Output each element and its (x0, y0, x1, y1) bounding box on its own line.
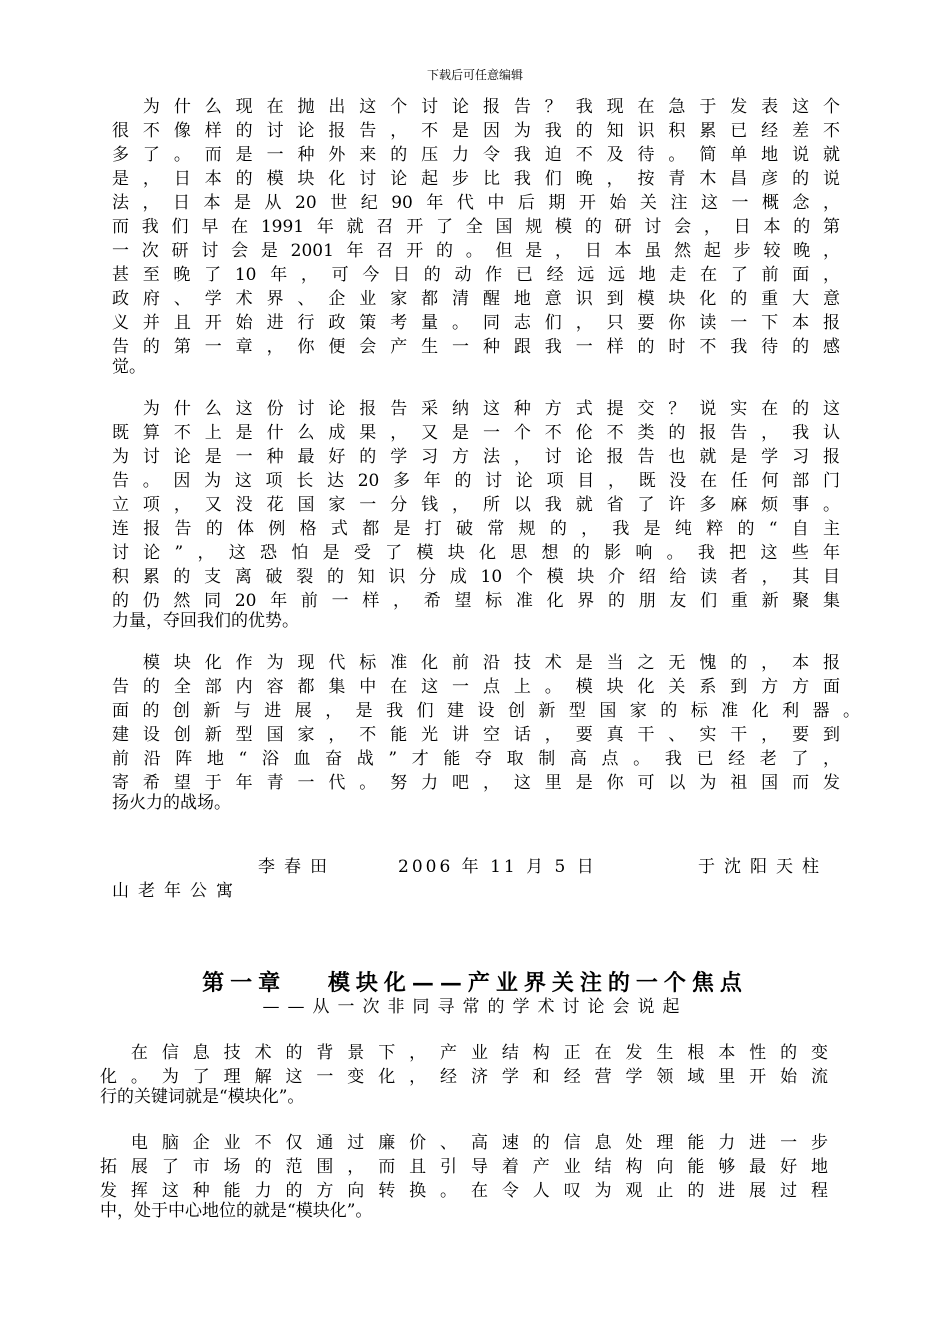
text-line: 为什么现在抛出这个讨论报告？我现在急于发表这个 (112, 97, 840, 117)
text-line: 既算不上是什么成果，又是一个不伦不类的报告，我认 (112, 423, 840, 443)
text-line: 告的全部内容都集中在这一点上。模块化关系到方方面 (112, 677, 840, 697)
text-line: 一次研讨会是2001年召开的。但是，日本虽然起步较晚， (112, 241, 840, 261)
signature-place-continued: 山老年公寓 (112, 881, 242, 901)
text-line: 力量，夺回我们的优势。 (112, 611, 299, 631)
text-line: 在信息技术的背景下，产业结构正在发生根本性的变 (100, 1043, 828, 1063)
text-line: 多了。而是一种外来的压力令我迫不及待。简单地说就 (112, 145, 840, 165)
text-line: 觉。 (112, 357, 146, 377)
text-line: 法，日本是从20世纪90年代中后期开始关注这一概念， (112, 193, 840, 213)
text-line: 很不像样的讨论报告，不是因为我的知识积累已经差不 (112, 121, 840, 141)
text-line: 而我们早在1991年就召开了全国规模的研讨会，日本的第 (112, 217, 840, 237)
text-line: 为什么这份讨论报告采纳这种方式提交？说实在的这 (112, 399, 840, 419)
text-line: 发挥这种能力的方向转换。在令人叹为观止的进展过程 (100, 1181, 828, 1201)
text-line: 政府、学术界、企业家都清醒地意识到模块化的重大意 (112, 289, 840, 309)
text-line: 拓展了市场的范围，而且引导着产业结构向能够最好地 (100, 1157, 828, 1177)
text-line: 寄希望于年青一代。努力吧，这里是你可以为祖国而发 (112, 773, 840, 793)
text-line: 的仍然同20年前一样，希望标准化界的朋友们重新聚集 (112, 591, 840, 611)
author-name: 李春田 (258, 857, 336, 877)
signature-place: 于沈阳天柱 (698, 857, 828, 877)
text-line: 讨论”，这恐怕是受了模块化思想的影响。我把这些年 (112, 543, 840, 563)
text-line: 甚至晚了10年，可今日的动作已经远远地走在了前面， (112, 265, 840, 285)
chapter-title: 第一章 模块化——产业界关注的一个焦点 (202, 970, 748, 996)
text-line: 建设创新型国家，不能光讲空话，要真干、实干，要到 (112, 725, 840, 745)
text-line: 为讨论是一种最好的学习方法，讨论报告也就是学习报 (112, 447, 840, 467)
text-line: 连报告的体例格式都是打破常规的，我是纯粹的“自主 (112, 519, 840, 539)
text-line: 行的关键词就是“模块化”。 (100, 1087, 305, 1107)
text-line: 是，日本的模块化讨论起步比我们晚，按青木昌彦的说 (112, 169, 840, 189)
text-line: 积累的支离破裂的知识分成10个模块介绍给读者，其目 (112, 567, 840, 587)
text-line: 电脑企业不仅通过廉价、高速的信息处理能力进一步 (100, 1133, 828, 1153)
text-line: 模块化作为现代标准化前沿技术是当之无愧的，本报 (112, 653, 840, 673)
text-line: 扬火力的战场。 (112, 793, 231, 813)
signature-date: 2006 年 11 月 5 日 (398, 857, 597, 877)
text-line: 前沿阵地“浴血奋战”才能夺取制高点。我已经老了， (112, 749, 840, 769)
text-line: 中，处于中心地位的就是“模块化”。 (100, 1201, 373, 1221)
text-line: 化。为了理解这一变化，经济学和经营学领域里开始流 (100, 1067, 828, 1087)
text-line: 面的创新与进展，是我们建设创新型国家的标准化利器。 (112, 701, 860, 721)
text-line: 告。因为这项长达20多年的讨论项目，既没在任何部门 (112, 471, 840, 491)
page-header: 下载后可任意编辑 (426, 68, 523, 82)
text-line: 告的第一章，你便会产生一种跟我一样的时不我待的感 (112, 337, 840, 357)
text-line: 义并且开始进行政策考量。同志们，只要你读一下本报 (112, 313, 840, 333)
chapter-subtitle: ——从一次非同寻常的学术讨论会说起 (262, 997, 688, 1017)
text-line: 立项，又没花国家一分钱，所以我就省了许多麻烦事。 (112, 495, 840, 515)
